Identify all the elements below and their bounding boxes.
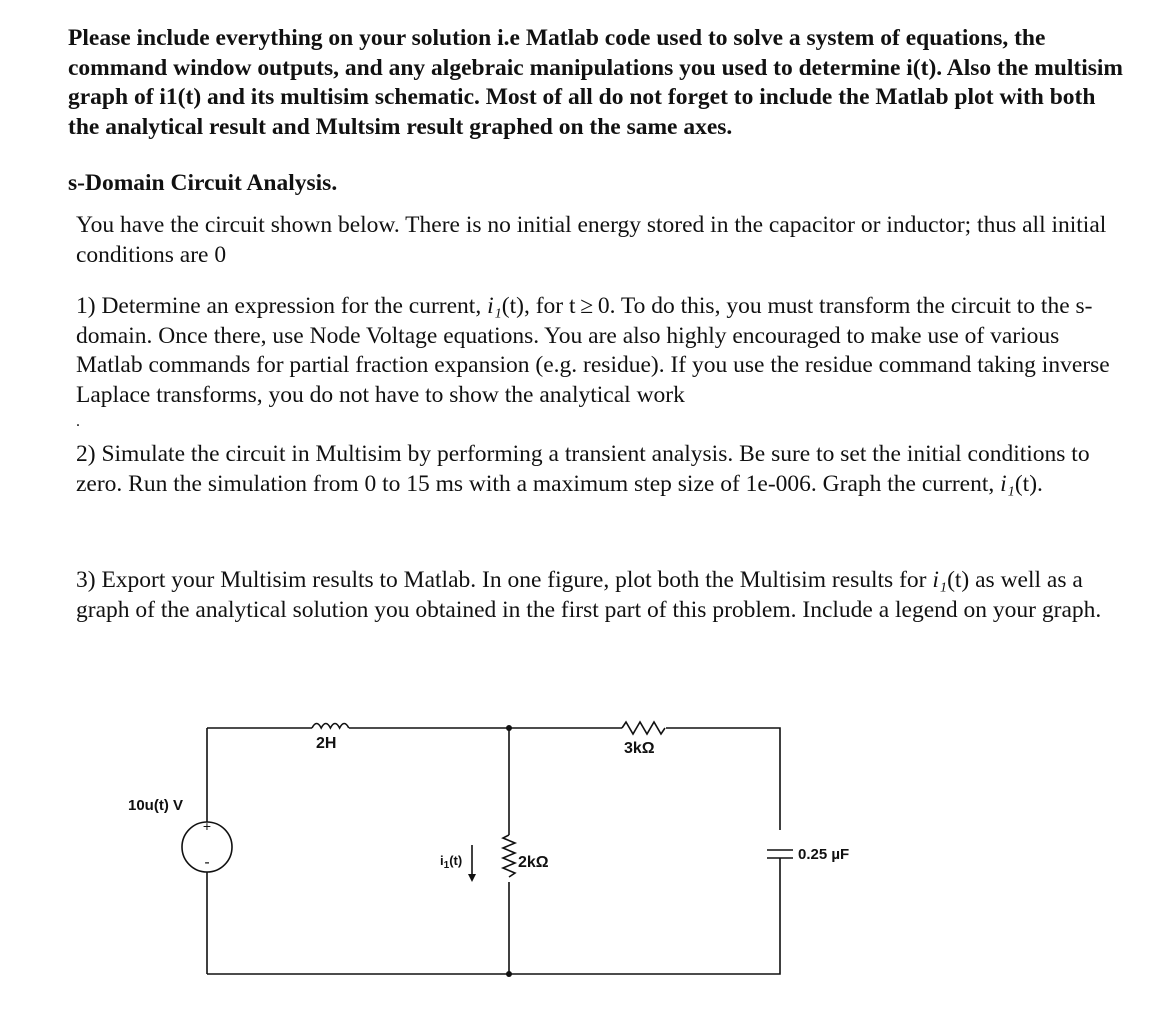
question-1-text-a: 1) Determine an expression for the current, bbox=[76, 293, 488, 319]
inductor-label: 2H bbox=[316, 735, 337, 752]
current-label-t: (t) bbox=[449, 853, 463, 868]
question-2-text-b: (t). bbox=[1014, 470, 1043, 497]
resistor-top-symbol bbox=[622, 722, 665, 734]
question-2-current: i₁ bbox=[1000, 470, 1015, 497]
current-label-sub: 1 bbox=[443, 860, 450, 871]
current-arrowhead bbox=[468, 874, 476, 882]
capacitor-symbol bbox=[767, 850, 793, 858]
circuit-diagram bbox=[0, 700, 1155, 1000]
node-top bbox=[506, 725, 512, 731]
resistor-top-label: 3kΩ bbox=[624, 740, 655, 757]
resistor-mid-symbol bbox=[503, 835, 515, 877]
resistor-mid-label: 2kΩ bbox=[518, 854, 549, 871]
source-label: 10u(t) V bbox=[128, 797, 184, 814]
question-3 bbox=[76, 566, 1126, 625]
question-3-text-b: (t) as well as a graph of the analytical solution you obtained in the first part of this problem. Include a legend on your graph. bbox=[76, 567, 1102, 623]
question-3-current: i₁ bbox=[932, 567, 948, 593]
source-plus-sign: + bbox=[202, 818, 212, 834]
wire-bottom bbox=[207, 858, 780, 974]
current-label-i: i bbox=[440, 853, 444, 868]
node-bottom bbox=[506, 971, 512, 977]
source-minus-sign: - bbox=[204, 854, 210, 871]
section-title: s-Domain Circuit Analysis. bbox=[68, 170, 338, 196]
capacitor-label: 0.25 µF bbox=[798, 846, 850, 863]
instructions-header: Please include everything on your solution i.e Matlab code used to solve a system of equations, the command window outputs, and any algebraic manipulations you used to determine i(t). Also the multisim graph of i1(t) and its multisim schematic. Most of all do not forget to include the Matlab plot with both the analytical result and Multsim result graphed on the same axes. bbox=[68, 25, 1123, 140]
stray-dot: . bbox=[76, 413, 80, 430]
question-2-text-a: 2) Simulate the circuit in Multisim by performing a transient analysis. Be sure to set the initial conditions to zero. Run the simulation from 0 to 15 ms with a maximum step size of 1e-006. Graph the current, bbox=[76, 441, 1090, 497]
question-1 bbox=[76, 292, 1126, 410]
current-label bbox=[440, 853, 462, 871]
wire-top-right bbox=[666, 728, 780, 830]
intro-paragraph: You have the circuit shown below. There is no initial energy stored in the capacitor or inductor; thus all initial conditions are 0 bbox=[76, 212, 1107, 268]
question-1-text-b: (t), for t ≥ 0. To do this, you must transform the circuit to the s-domain. Once there, use Node Voltage equations. You are also highly encouraged to make use of various Matlab commands for partial fraction expansion (e.g. residue). If you use the residue command taking inverse Laplace transforms, you do not have to show the analytical work bbox=[76, 293, 1110, 408]
inductor-symbol bbox=[312, 724, 349, 729]
question-1-current: i₁ bbox=[487, 293, 502, 319]
question-3-text-a: 3) Export your Multisim results to Matlab. In one figure, plot both the Multisim results for bbox=[76, 567, 933, 593]
question-2 bbox=[76, 440, 1126, 499]
